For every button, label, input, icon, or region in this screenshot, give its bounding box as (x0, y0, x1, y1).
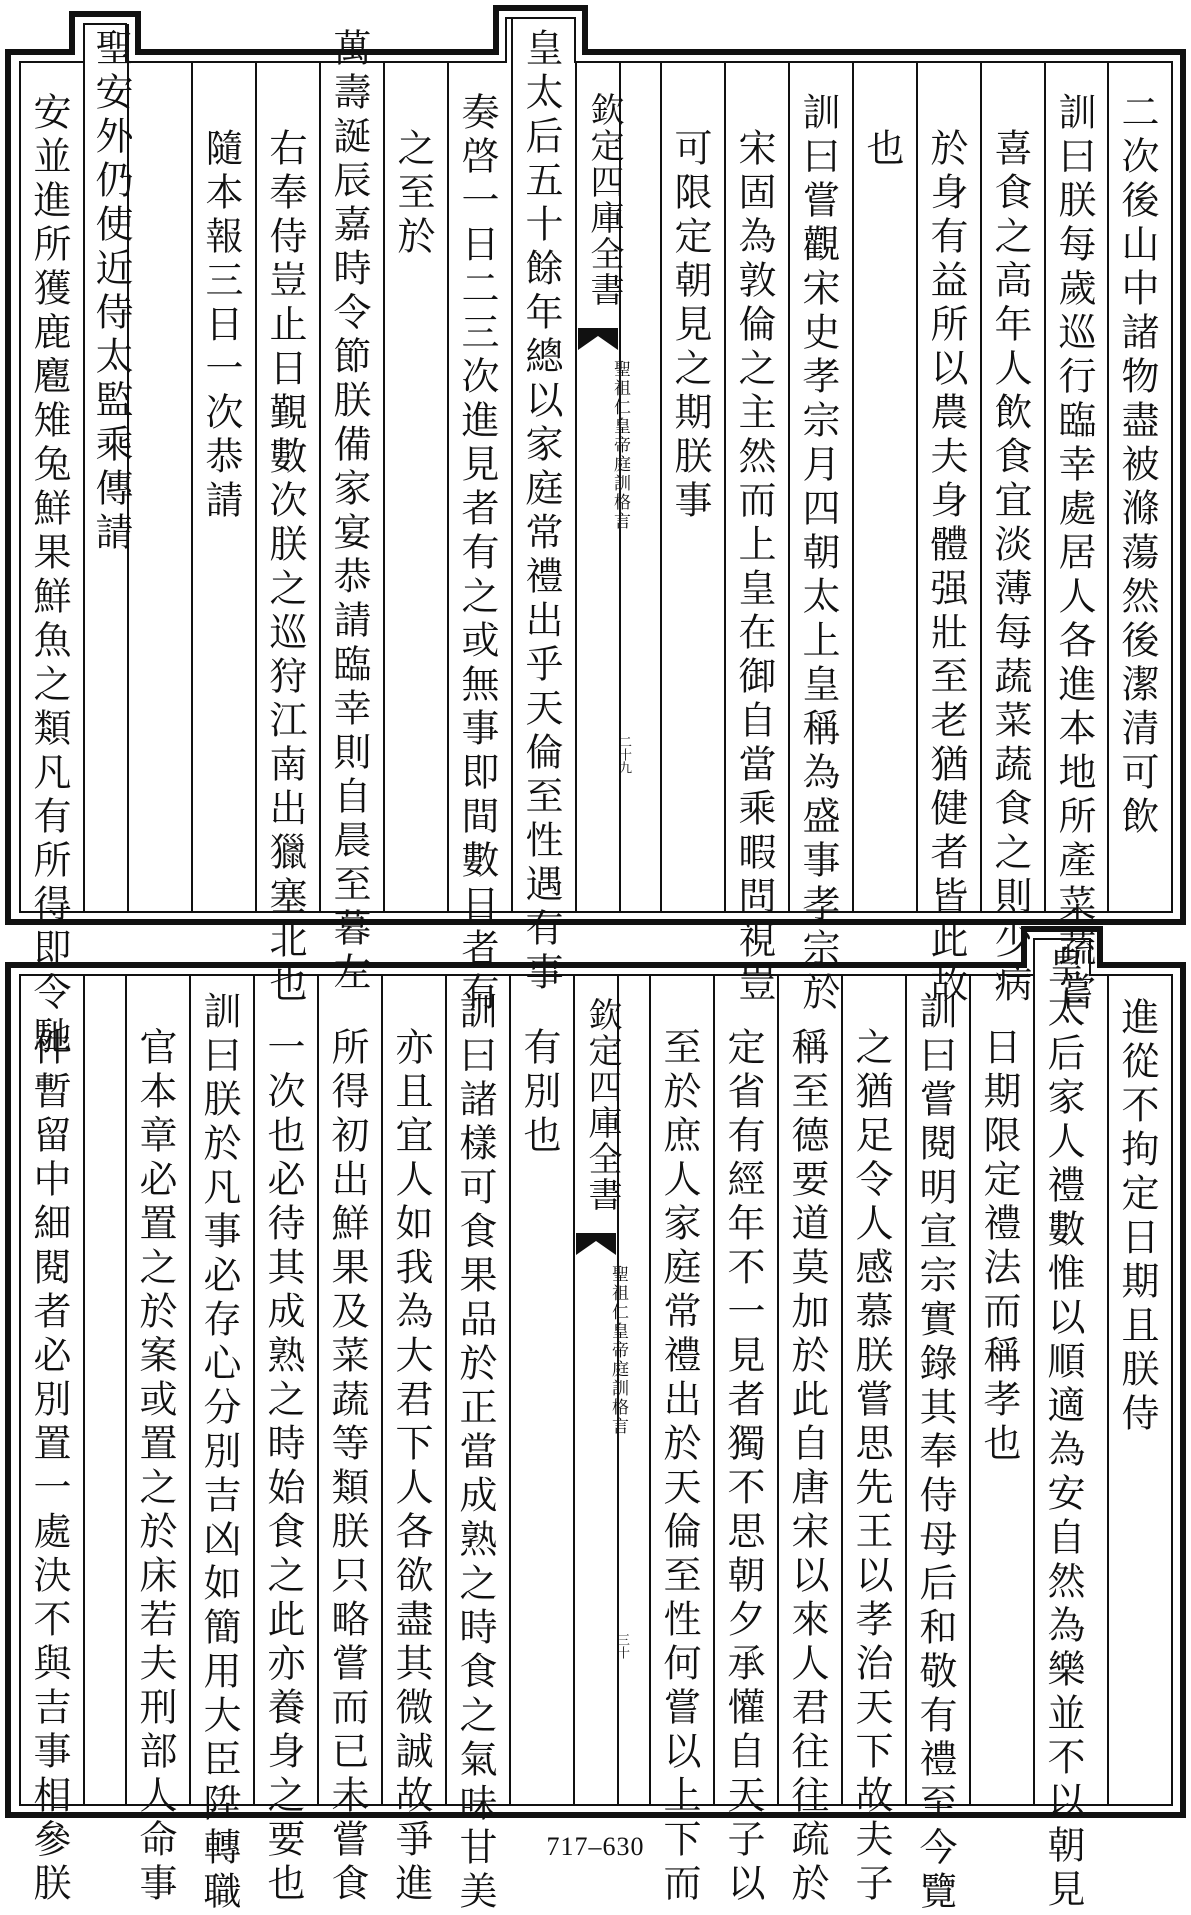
text-column-4: 訓曰嘗閱明宣宗實錄其奉侍母后和敬有禮至今覽 (913, 991, 957, 1915)
text-column-14: 訓曰朕於凡事必存心分別吉凶如簡用大臣陞轉職 (197, 991, 241, 1915)
text-column-13: 右奉侍豈止日覲數次朕之巡狩江南出獵塞北也 (263, 128, 307, 1008)
book-subtitle: 聖祖仁皇帝庭訓格言 (610, 360, 630, 531)
center-fold-leaf (614, 735, 633, 774)
text-column-6: 稱至德要道莫加於此自唐宋以來人君往往疏於 (785, 1027, 829, 1907)
text-column-7: 定省有經年不一見者獨不思朝夕承懽自天子以 (721, 1027, 765, 1907)
text-column-4: 於身有益所以農夫身體强壯至老猶健者皆此故 (924, 128, 968, 1008)
text-column-9: 有別也 (517, 1027, 561, 1159)
fishtail-mark-icon (578, 328, 618, 350)
text-column-15: 聖安外仍使近侍太監乘傳請 (89, 28, 133, 556)
text-column-11: 亦且宜人如我為大君下人各欲盡其微誠故爭進 (389, 1027, 433, 1907)
text-column-5: 之猶足令人感慕朕嘗思先王以孝治天下故夫子 (849, 1027, 893, 1907)
book-subtitle: 聖祖仁皇帝庭訓格言 (608, 1265, 628, 1436)
text-column-5: 也 (860, 128, 904, 172)
center-fold (580, 92, 629, 308)
text-column-16: 件暫留中細閱者必別置一處決不與吉事相參朕 (27, 1027, 71, 1907)
text-column-7: 宋固為敦倫之主然而上皇在御自當乘暇問視豈 (732, 128, 776, 1008)
leaf-number: 二十九 (616, 735, 631, 774)
text-column-2: 皇太后家人禮數惟以順適為安自然為樂並不以朝見 (1041, 945, 1085, 1913)
leaf-number: 三十 (614, 1633, 629, 1659)
text-column-9: 皇太后五十餘年總以家庭常禮出乎天倫至性遇有事 (519, 28, 563, 996)
center-fold (578, 997, 627, 1213)
fishtail-mark-icon (576, 1233, 616, 1255)
text-column-3: 喜食之高年人飲食宜淡薄每蔬菜蔬食之則少病 (988, 128, 1032, 1008)
text-column-1: 進從不拘定日期且朕侍 (1115, 997, 1159, 1437)
center-fold-leaf (612, 1633, 631, 1659)
text-column-3: 日期限定禮法而稱孝也 (977, 1027, 1021, 1467)
library-title: 欽定四庫全書 (582, 997, 622, 1213)
center-fold-subtitle (606, 1265, 631, 1436)
text-column-16: 安並進所獲鹿麅雉兔鮮果鮮魚之類凡有所得即令馳 (27, 92, 71, 1060)
text-column-12: 所得初出鮮果及菜蔬等類朕只略嘗而已未嘗食 (325, 1027, 369, 1907)
text-column-8: 可限定朝見之期朕事 (668, 128, 712, 524)
text-column-10: 訓曰諸樣可食果品於正當成熟之時食之氣味甘美 (453, 991, 497, 1915)
text-column-11: 之至於 (391, 128, 435, 260)
text-column-2: 訓曰朕每歲巡行臨幸處居人各進本地所產菜蔬嘗 (1052, 92, 1096, 1016)
library-title: 欽定四庫全書 (584, 92, 624, 308)
page-caption: 717–630 (546, 1832, 645, 1861)
center-fold-subtitle (608, 360, 633, 531)
text-column-10: 奏啓一日二三次進見者有之或無事即間數日者有 (455, 92, 499, 1016)
text-column-13: 一次也必待其成熟之時始食之此亦養身之要也 (261, 1027, 305, 1907)
text-column-14: 隨本報三日一次恭請 (199, 128, 243, 524)
text-column-15: 官本章必置之於案或置之於床若夫刑部人命事 (133, 1027, 177, 1907)
text-column-6: 訓曰嘗觀宋史孝宗月四朝太上皇稱為盛事孝宗於 (796, 92, 840, 1016)
text-column-1: 二次後山中諸物盡被滌蕩然後潔清可飲 (1115, 92, 1159, 840)
text-column-12: 萬壽誕辰嘉時令節朕備家宴恭請臨幸則自晨至暮左 (327, 28, 371, 996)
text-column-8: 至於庶人家庭常禮出於天倫至性何嘗以上下而 (657, 1027, 701, 1907)
